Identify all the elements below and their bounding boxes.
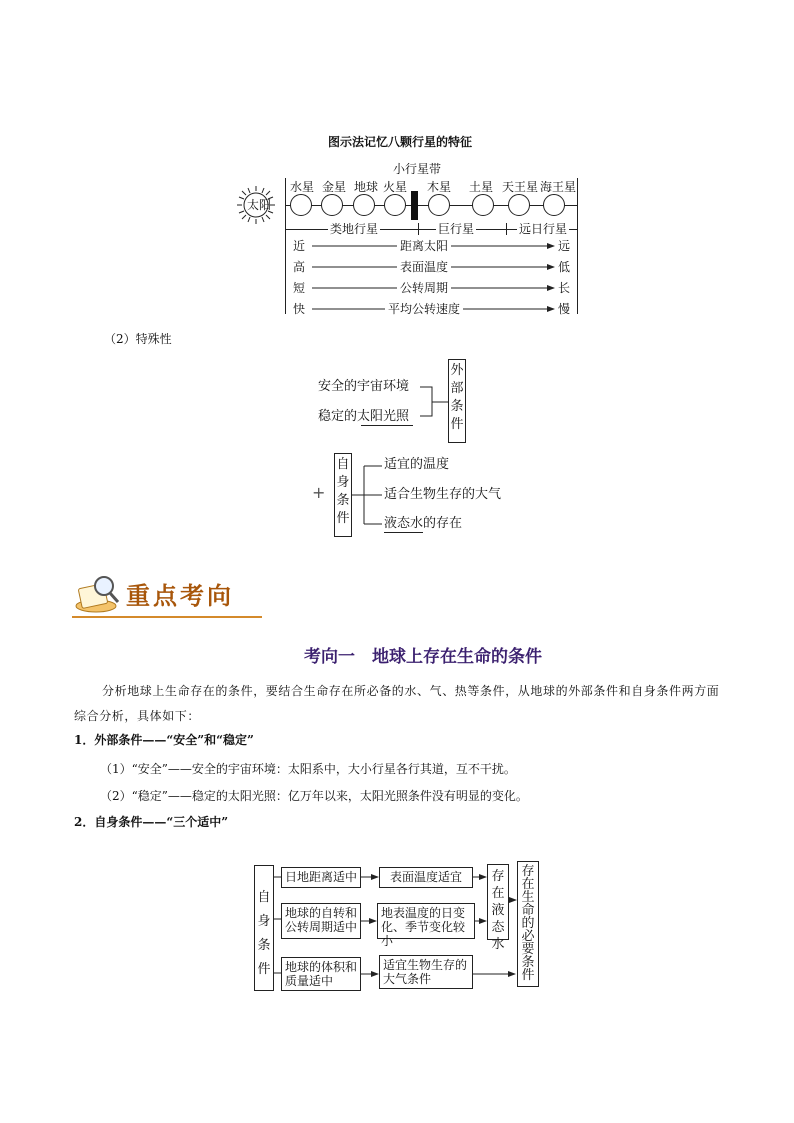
effect-text: 地表温度的日变化、季节变化较小 (381, 906, 466, 948)
underline (361, 425, 413, 426)
cause-text: 地球的体积和质量适中 (285, 960, 358, 988)
point-2: 2．自身条件——“三个适中” (74, 815, 229, 829)
banner-title: 重点考向 (126, 581, 234, 610)
planet-circle (428, 194, 450, 216)
external-label: 外部条件 (450, 363, 464, 432)
row-right: 低 (558, 260, 571, 274)
point-1: 1．外部条件——“安全”和“稳定” (74, 733, 254, 747)
effect-text: 表面温度适宜 (389, 870, 462, 884)
flow-left-box (254, 865, 274, 991)
planet-circle (384, 194, 406, 216)
flow-left-label: 自身条件 (257, 890, 271, 977)
plus-sign: + (312, 483, 326, 502)
terrestrial-group-label: 类地行星 (330, 222, 379, 236)
row-label: 表面温度 (397, 260, 451, 274)
row-left: 高 (293, 260, 306, 274)
effect-text: 适宜生物生存的大气条件 (383, 958, 468, 986)
row-right: 长 (558, 281, 571, 295)
planet-circle (543, 194, 565, 216)
point-1a: （1）“安全”——安全的宇宙环境：太阳系中，大小行星各行其道，互不干扰。 (100, 762, 516, 776)
row-label: 距离太阳 (397, 239, 451, 253)
result-label: 存在生命的必要条件 (521, 864, 535, 983)
planet-label: 土星 (469, 180, 494, 194)
planet-label: 水星 (290, 180, 315, 194)
magnifier-notebook-icon (72, 572, 122, 616)
planet-label: 海王星 (540, 180, 577, 194)
group-tick (418, 223, 419, 235)
section-title: 考向一 地球上存在生命的条件 (304, 647, 542, 667)
intro-paragraph: 分析地球上生命存在的条件，要结合生命存在所必备的水、气、热等条件，从地球的外部条件和自身条件两方面综合分析，具体如下： (74, 684, 720, 723)
planet-circle (472, 194, 494, 216)
row-left: 快 (293, 302, 306, 316)
external-item: 安全的宇宙环境 (318, 379, 410, 394)
far-group-label: 远日行星 (519, 222, 568, 236)
planet-label: 天王星 (502, 180, 539, 194)
cause-text: 地球的自转和公转周期适中 (285, 906, 358, 934)
row-label: 公转周期 (397, 281, 451, 295)
planet-circle (321, 194, 343, 216)
internal-item: 适合生物生存的大气 (384, 487, 502, 502)
underline (384, 532, 423, 533)
planet-label: 地球 (354, 180, 379, 194)
row-right: 慢 (558, 302, 571, 316)
planet-circle (290, 194, 312, 216)
banner-underline (72, 616, 262, 618)
planet-label: 金星 (322, 180, 347, 194)
cause-box (281, 867, 361, 888)
flow-arrows (361, 860, 521, 995)
internal-label: 自身条件 (336, 457, 350, 526)
cause-text: 日地距离适中 (285, 870, 358, 884)
cause-box (281, 957, 361, 991)
giant-group-label: 巨行星 (438, 222, 475, 236)
frame-right (577, 178, 578, 314)
internal-label-box (334, 453, 352, 537)
planet-circle (508, 194, 530, 216)
group-tick (506, 223, 507, 235)
point-1b: （2）“稳定”——稳定的太阳光照：亿万年以来，太阳光照条件没有明显的变化。 (100, 789, 528, 803)
row-left: 短 (293, 281, 306, 295)
planet-diagram-title: 图示法记忆八颗行星的特征 (328, 135, 473, 149)
row-left: 近 (293, 239, 306, 253)
internal-bracket (352, 460, 384, 532)
row-right: 远 (558, 239, 571, 253)
planet-circle (353, 194, 375, 216)
sun-label: 太阳 (247, 198, 272, 212)
asteroid-belt-label: 小行星带 (393, 162, 442, 176)
section-label: （2）特殊性 (104, 332, 172, 346)
cause-box (281, 903, 361, 939)
internal-item: 液态水的存在 (384, 516, 463, 531)
planet-label: 木星 (427, 180, 452, 194)
asteroid-belt-bar (411, 191, 418, 220)
external-bracket (420, 380, 450, 420)
row-label: 平均公转速度 (385, 302, 463, 316)
external-item: 稳定的太阳光照 (318, 409, 410, 424)
external-label-box (448, 359, 466, 443)
planet-label: 火星 (383, 180, 408, 194)
internal-item: 适宜的温度 (384, 457, 450, 472)
water-label: 存在液态水 (491, 869, 505, 952)
